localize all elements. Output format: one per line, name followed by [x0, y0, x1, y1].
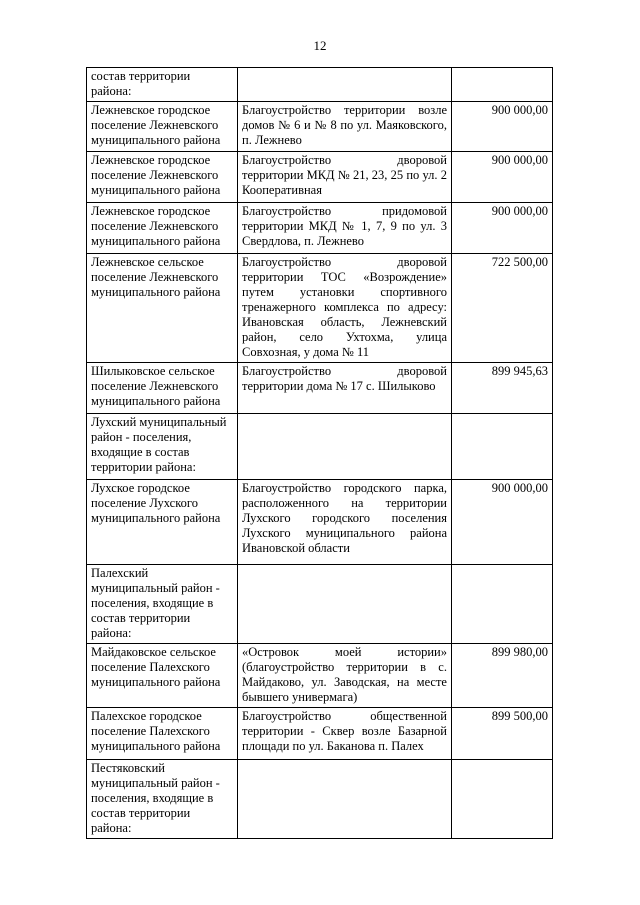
territory-cell: Лежневское городское поселение Лежневского муниципального района — [87, 152, 238, 203]
description-cell — [238, 68, 452, 102]
description-cell — [238, 414, 452, 480]
description-cell: Благоустройство городского парка, расположенного на территории Лухского городского поселения Лухского муниципального района Ивановской области — [238, 480, 452, 565]
table-row — [87, 102, 635, 152]
territory-cell: Лухское городское поселение Лухского муниципального района — [87, 480, 238, 565]
description-cell: Благоустройство общественной территории - Сквер возле Базарной площади по ул. Баканова п. Палех — [238, 708, 452, 760]
empty-cell — [553, 102, 635, 152]
territory-cell: Пестяковский муниципальный район - поселения, входящие в состав территории района: — [87, 760, 238, 839]
amount-cell: 900 000,00 — [452, 203, 553, 254]
territory-cell: Палехское городское поселение Палехского муниципального района — [87, 708, 238, 760]
description-cell: «Островок моей истории» (благоустройство территории в с. Майдаково, ул. Заводская, на месте бывшего универмага) — [238, 644, 452, 708]
territory-cell: Лежневское городское поселение Лежневского муниципального района — [87, 203, 238, 254]
empty-cell — [553, 565, 635, 644]
page-number: 12 — [313, 38, 327, 53]
amount-cell: 900 000,00 — [452, 152, 553, 203]
description-cell — [238, 565, 452, 644]
table-row — [87, 708, 635, 760]
amount-cell — [452, 68, 553, 102]
description-cell: Благоустройство территории возле домов № 6 и № 8 по ул. Маяковского, п. Лежнево — [238, 102, 452, 152]
amount-cell: 900 000,00 — [452, 102, 553, 152]
description-cell: Благоустройство дворовой территории ТОС «Возрождение» путем установки спортивного тренажерного комплекса по адресу: Ивановская область, Лежневский район, село Ухтохма, улица Совхозная, у дома № 11 — [238, 254, 452, 363]
table-row — [87, 565, 635, 644]
empty-cell — [553, 480, 635, 565]
territory-cell: Палехский муниципальный район - поселения, входящие в состав территории района: — [87, 565, 238, 644]
table-row — [87, 203, 635, 254]
amount-cell: 899 500,00 — [452, 708, 553, 760]
description-cell: Благоустройство дворовой территории МКД № 21, 23, 25 по ул. 2 Кооперативная — [238, 152, 452, 203]
table-row — [87, 644, 635, 708]
amount-cell — [452, 760, 553, 839]
table-row — [87, 152, 635, 203]
empty-cell — [553, 414, 635, 480]
empty-cell — [553, 203, 635, 254]
table-row — [87, 363, 635, 414]
table-row — [87, 68, 635, 102]
territory-cell: Лухский муниципальный район - поселения, входящие в состав территории района: — [87, 414, 238, 480]
territory-cell: состав территории района: — [87, 68, 238, 102]
empty-cell — [553, 152, 635, 203]
table-row — [87, 480, 635, 565]
empty-cell — [553, 708, 635, 760]
territory-cell: Майдаковское сельское поселение Палехского муниципального района — [87, 644, 238, 708]
table-row — [87, 254, 635, 363]
amount-cell: 900 000,00 — [452, 480, 553, 565]
description-cell — [238, 760, 452, 839]
empty-cell — [553, 760, 635, 839]
description-cell: Благоустройство придомовой территории МКД № 1, 7, 9 по ул. 3 Свердлова, п. Лежнево — [238, 203, 452, 254]
amount-cell — [452, 565, 553, 644]
empty-cell — [553, 68, 635, 102]
amount-cell — [452, 414, 553, 480]
amount-cell: 899 945,63 — [452, 363, 553, 414]
amount-cell: 899 980,00 — [452, 644, 553, 708]
territory-cell: Шилыковское сельское поселение Лежневского муниципального района — [87, 363, 238, 414]
empty-cell — [553, 254, 635, 363]
empty-cell — [553, 644, 635, 708]
territory-cell: Лежневское сельское поселение Лежневского муниципального района — [87, 254, 238, 363]
table-row — [87, 760, 635, 839]
table-row — [87, 414, 635, 480]
subsidy-table — [86, 67, 635, 839]
empty-cell — [553, 363, 635, 414]
territory-cell: Лежневское городское поселение Лежневского муниципального района — [87, 102, 238, 152]
description-cell: Благоустройство дворовой территории дома № 17 с. Шилыково — [238, 363, 452, 414]
amount-cell: 722 500,00 — [452, 254, 553, 363]
